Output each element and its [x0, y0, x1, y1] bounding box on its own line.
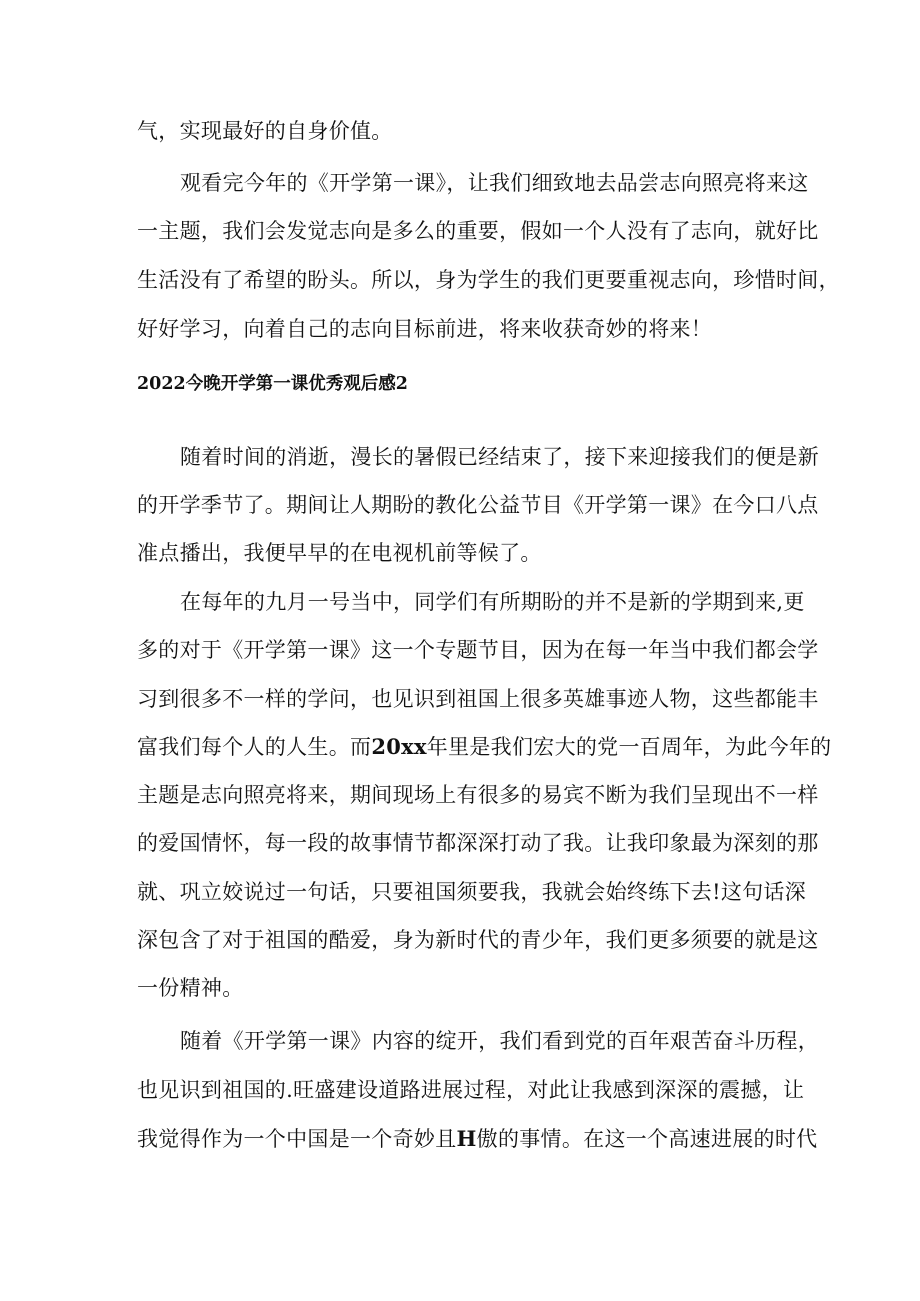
paragraph-3-line-6: 的爱国情怀，每一段的故事情节都深深打动了我。让我印象最为深刻的那 — [137, 831, 819, 855]
paragraph-1-line-4: 好好学习，向着自己的志向目标前进，将来收获奇妙的将来！ — [137, 317, 713, 341]
paragraph-4-line-2: 也见识到祖国的.旺盛建设道路进展过程，对此让我感到深深的震撼，让 — [137, 1078, 805, 1102]
paragraph-2-line-2: 的开学季节了。期间让人期盼的教化公益节目《开学第一课》在今口八点 — [137, 493, 819, 517]
paragraph-4-line-3-part-a: 我觉得作为一个中国是一个奇妙且 — [137, 1127, 457, 1151]
paragraph-3-line-4-part-a: 富我们每个人的人生。而 — [137, 735, 372, 759]
paragraph-1-line-1: 观看完今年的《开学第一课》，让我们细致地去品尝志向照亮将来这 — [180, 171, 809, 195]
paragraph-3-line-8: 深包含了对于祖国的酷爱，身为新时代的青少年，我们更多须要的就是这 — [137, 928, 819, 952]
paragraph-intro-line: 气，实现最好的自身价值。 — [137, 119, 393, 143]
paragraph-4-line-3-part-b: 傲的事情。在这一个高速进展的时代 — [476, 1127, 818, 1151]
paragraph-3-line-2: 多的对于《开学第一课》这一个专题节目，因为在每一年当中我们都会学 — [137, 638, 819, 662]
section-heading: 2022今晚开学第一课优秀观后感2 — [137, 374, 408, 394]
paragraph-4-line-1: 随着《开学第一课》内容的绽开，我们看到党的百年艰苦奋斗历程， — [180, 1029, 819, 1053]
paragraph-3-line-1: 在每年的九月一号当中，同学们有所期盼的并不是新的学期到来,更 — [180, 590, 805, 614]
paragraph-3-line-4 — [137, 732, 831, 762]
paragraph-3-line-5: 主题是志向照亮将来，期间现场上有很多的易宾不断为我们呈现出不一样 — [137, 783, 819, 807]
paragraph-2-line-3: 准点播出，我便早早的在电视机前等候了。 — [137, 541, 542, 565]
ocr-letter-h: H — [456, 1126, 477, 1151]
year-placeholder: 20xx — [371, 734, 427, 759]
paragraph-4-line-3 — [137, 1124, 817, 1154]
paragraph-1-line-2: 一主题，我们会发觉志向是多么的重要，假如一个人没有了志向，就好比 — [137, 219, 819, 243]
paragraph-3-line-9: 一份精神。 — [137, 976, 244, 1000]
paragraph-3-line-3: 习到很多不一样的学问，也见识到祖国上很多英雄事迹人物，这些都能丰 — [137, 687, 819, 711]
paragraph-3-line-7: 就、巩立姣说过一句话，只要祖国须要我，我就会始终练下去!这句话深 — [137, 880, 807, 904]
paragraph-2-line-1: 随着时间的消逝，漫长的暑假已经结束了，接下来迎接我们的便是新 — [180, 445, 819, 469]
paragraph-3-line-4-part-b: 年里是我们宏大的党一百周年，为此今年的 — [426, 735, 832, 759]
paragraph-1-line-3: 生活没有了希望的盼头。所以，身为学生的我们更要重视志向，珍惜时间， — [137, 268, 840, 292]
